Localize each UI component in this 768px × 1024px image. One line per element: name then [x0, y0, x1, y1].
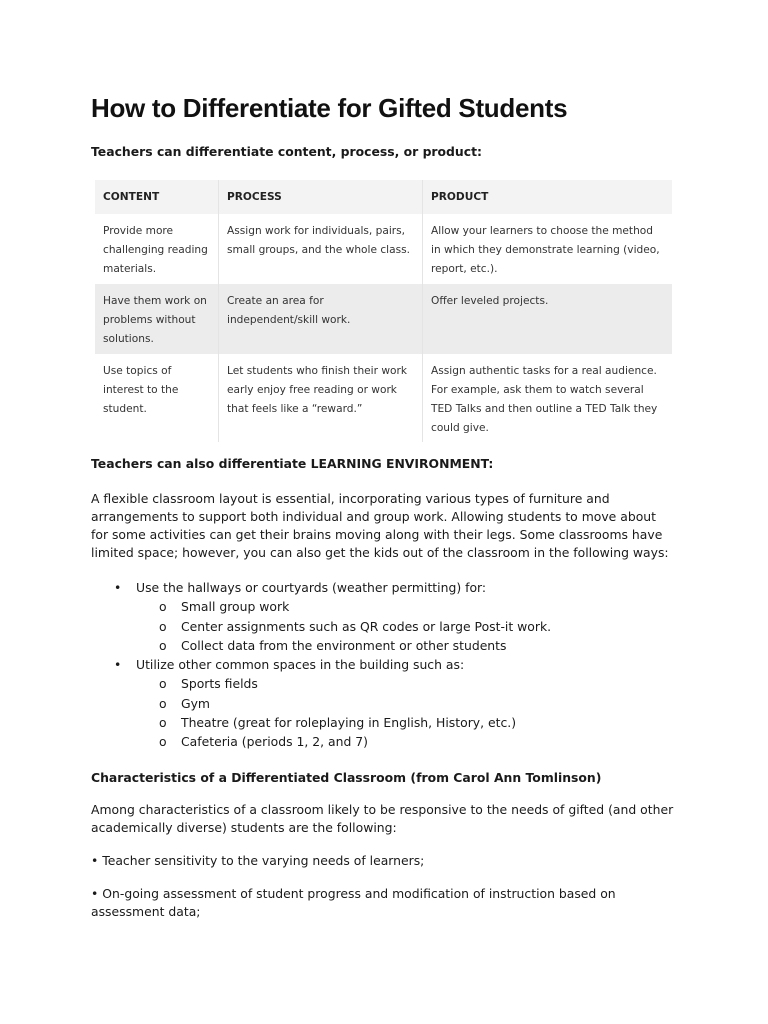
sub-list-item: o Collect data from the environment or other students	[136, 636, 691, 655]
table-header-content: CONTENT	[95, 180, 219, 214]
environment-paragraph: A flexible classroom layout is essential, incorporating various types of furniture and arrangements to support both individual and group work. Allowing students to move about for some activities can get their brains moving along with their legs. Some classrooms have limited space; however, you can also get the kids out of the classroom in the following ways:	[91, 491, 669, 560]
sub-list-item: o Theatre (great for roleplaying in English, History, etc.)	[136, 713, 691, 732]
table-cell: Use topics of interest to the student.	[103, 365, 179, 415]
table-cell: Assign work for individuals, pairs, small groups, and the whole class.	[219, 214, 423, 284]
intro-heading: Teachers can differentiate content, process, or product:	[91, 144, 482, 159]
table-row	[95, 214, 672, 284]
list-item-text: Use the hallways or courtyards (weather permitting) for:	[136, 580, 487, 595]
sub-list-item: o Gym	[136, 694, 691, 713]
list-item-text: Utilize other common spaces in the building such as:	[136, 657, 465, 673]
table-cell: Assign authentic tasks for a real audience. For example, ask them to watch several TED Talks and then outline a TED Talk they could give.	[423, 354, 673, 442]
table-cell: Have them work on problems without solutions.	[95, 284, 219, 354]
table-cell: Allow your learners to choose the method in which they demonstrate learning (video, report, etc.).	[423, 214, 673, 284]
sub-list-item: o Small group work	[136, 597, 691, 616]
list-item	[91, 655, 691, 751]
table-cell: Provide more challenging reading materials.	[103, 225, 208, 275]
sub-list-item: o Cafeteria (periods 1, 2, and 7)	[136, 732, 691, 751]
sub-list-item: o Center assignments such as QR codes or large Post-it work.	[136, 617, 691, 636]
sub-list	[136, 674, 691, 751]
characteristics-heading: Characteristics of a Differentiated Classroom (from Carol Ann Tomlinson)	[91, 770, 602, 785]
characteristics-intro: Among characteristics of a classroom likely to be responsive to the needs of gifted (and other academically diverse) students are the following:	[91, 802, 674, 835]
table-cell: Let students who finish their work early enjoy free reading or work that feels like a “reward.”	[219, 354, 423, 442]
characteristic-item: • On-going assessment of student progress and modification of instruction based on assessment data;	[91, 886, 616, 919]
page-title: How to Differentiate for Gifted Students	[91, 93, 568, 123]
environment-list	[91, 578, 691, 752]
environment-heading: Teachers can also differentiate LEARNING ENVIRONMENT:	[91, 456, 494, 471]
list-item	[91, 578, 691, 655]
table-cell: Offer leveled projects.	[423, 284, 673, 354]
characteristic-item: • Teacher sensitivity to the varying needs of learners;	[91, 853, 425, 868]
table-row	[95, 354, 672, 442]
table-header-process: PROCESS	[219, 180, 423, 214]
sub-list	[136, 597, 691, 655]
table-cell: Create an area for independent/skill work.	[219, 284, 423, 354]
table-header-product: PRODUCT	[423, 180, 673, 214]
table-row	[95, 284, 672, 354]
differentiation-table	[95, 180, 672, 442]
sub-list-item: o Sports fields	[136, 674, 691, 693]
table-header-row	[95, 180, 672, 214]
